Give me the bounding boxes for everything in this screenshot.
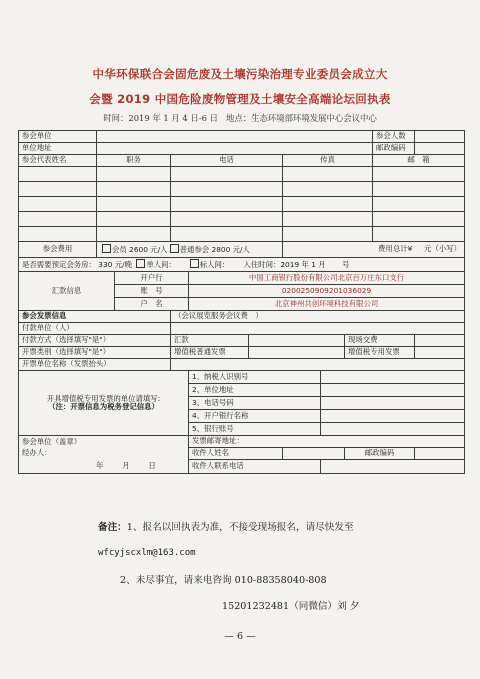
vat-special-option: 增值税专用发票 xyxy=(345,347,415,359)
time-value: 2019 年 1 月 4 日-6 日 xyxy=(128,113,218,123)
table-row xyxy=(19,436,465,448)
pay-method-label: 付款方式（选择填写"是"） xyxy=(19,335,171,347)
fax-cell[interactable] xyxy=(283,227,373,242)
recipient-phone-field[interactable] xyxy=(321,460,465,474)
phone-header: 电话 xyxy=(171,155,283,167)
table-row xyxy=(19,227,465,242)
vat-normal-field[interactable] xyxy=(249,347,345,359)
position-cell[interactable] xyxy=(97,167,171,182)
phone-cell[interactable] xyxy=(171,212,283,227)
account-value: 0200250909201036029 xyxy=(189,285,465,298)
remit-option: 汇款 xyxy=(171,335,249,347)
place-label: 地点： xyxy=(225,113,252,123)
lodging-price: 330 元/晚 xyxy=(98,260,133,270)
table-row xyxy=(19,335,465,347)
vat-item: 4、开户银行名称 xyxy=(189,410,321,423)
recipient-phone-label: 收件人联系电话 xyxy=(189,460,321,474)
arrival-time-label: 入住时间：2019 年 1 月 xyxy=(243,260,326,270)
fee-total-suffix: 元（小写） xyxy=(424,244,462,254)
lodging-question: 是否需要预定会务房： xyxy=(22,260,96,270)
note-2: 2、未尽事宜，请来电咨询 010-88358040-808 xyxy=(120,575,327,586)
fax-cell[interactable] xyxy=(283,197,373,212)
table-row xyxy=(19,272,465,285)
rep-name-cell[interactable] xyxy=(19,182,97,197)
remit-option-field[interactable] xyxy=(249,335,345,347)
meeting-meta xyxy=(0,112,480,124)
postcode-field[interactable] xyxy=(415,143,465,155)
table-row xyxy=(19,323,465,335)
phone-cell[interactable] xyxy=(171,182,283,197)
recipient-name-label: 收件人姓名 xyxy=(189,448,283,460)
position-cell[interactable] xyxy=(97,182,171,197)
table-row xyxy=(19,258,465,272)
onsite-option-field[interactable] xyxy=(415,335,465,347)
email-cell[interactable] xyxy=(373,212,465,227)
contact-phone: 15201232481（同微信）刘 夕 xyxy=(222,601,360,612)
date-month: 月 xyxy=(122,461,130,471)
payee-value: 北京神州共创环境科技有限公司 xyxy=(189,298,465,311)
vat-item: 5、银行账号 xyxy=(189,423,321,436)
unit-address-field[interactable] xyxy=(97,143,373,155)
fee-options xyxy=(97,242,283,258)
vat-special-field[interactable] xyxy=(415,347,465,359)
position-cell[interactable] xyxy=(97,212,171,227)
note-label: 备注： xyxy=(98,522,127,533)
vat-item-field[interactable] xyxy=(321,384,465,397)
fax-cell[interactable] xyxy=(283,167,373,182)
table-row xyxy=(19,197,465,212)
stamp-unit-label: 参会单位（盖章） xyxy=(22,437,82,446)
handler-label: 经办人： xyxy=(22,448,52,458)
invoice-unit-name-field[interactable] xyxy=(171,359,465,371)
lodging-row xyxy=(19,258,465,272)
email-cell[interactable] xyxy=(373,227,465,242)
arrival-time-suffix: 号 xyxy=(342,260,350,270)
vat-special-note xyxy=(19,371,189,436)
postcode-label: 邮政编码 xyxy=(373,143,415,155)
normal-fee-checkbox[interactable] xyxy=(170,244,179,253)
email-cell[interactable] xyxy=(373,182,465,197)
mail-address-label: 发票邮寄地址： xyxy=(189,436,465,448)
vat-note: （注：开票信息为税务登记信息） xyxy=(48,402,159,411)
note-1 xyxy=(98,519,480,533)
standard-room-checkbox[interactable] xyxy=(190,259,199,268)
position-cell[interactable] xyxy=(97,227,171,242)
time-label: 时间： xyxy=(103,113,129,123)
attend-count-field[interactable] xyxy=(415,131,465,143)
fee-total xyxy=(283,242,465,258)
invoice-unit-name-label: 开票单位名称（发票抬头） xyxy=(19,359,171,371)
note-1-text: 1、报名以回执表为准，不接受现场报名，请尽快发至 xyxy=(126,522,354,533)
bank-value: 中国工商银行股份有限公司北京百万庄东口支行 xyxy=(189,272,465,285)
invoice-content: （会议展览服务会议费 ） xyxy=(171,311,465,323)
page-number: — 6 — xyxy=(224,631,256,642)
table-row xyxy=(19,359,465,371)
rep-name-cell[interactable] xyxy=(19,197,97,212)
vat-item: 1、纳税人识别号 xyxy=(189,371,321,384)
fax-cell[interactable] xyxy=(283,182,373,197)
invoice-type-label: 开票类别（选择填写"是"） xyxy=(19,347,171,359)
table-row xyxy=(19,182,465,197)
fax-header: 传真 xyxy=(283,155,373,167)
single-room-checkbox[interactable] xyxy=(136,259,145,268)
fee-total-label: 费用总计¥ xyxy=(378,244,413,254)
vat-item-field[interactable] xyxy=(321,371,465,384)
table-row xyxy=(19,167,465,182)
email-header: 邮 箱 xyxy=(373,155,465,167)
table-row xyxy=(19,212,465,227)
table-row xyxy=(19,131,465,143)
invoice-title: 参会发票信息 xyxy=(19,311,171,323)
date-day: 日 xyxy=(148,461,156,471)
phone-cell[interactable] xyxy=(171,167,283,182)
normal-fee-label: 普通参会 2800 元/人 xyxy=(179,245,250,255)
stamp-block xyxy=(19,436,189,474)
contact-email: wfcyjscxlm@163.com xyxy=(98,548,196,558)
table-row xyxy=(19,242,465,258)
date-year: 年 xyxy=(96,461,104,471)
vat-normal-option: 增值税普通发票 xyxy=(171,347,249,359)
rep-name-cell[interactable] xyxy=(19,227,97,242)
email-cell[interactable] xyxy=(373,167,465,182)
page-title-line1: 中华环保联合会固危废及土壤污染治理专业委员会成立大 xyxy=(92,67,388,81)
recipient-postcode-field[interactable] xyxy=(415,448,465,460)
recipient-postcode-label: 邮政编码 xyxy=(345,448,415,460)
rep-name-header: 参会代表姓名 xyxy=(19,155,97,167)
vat-item-field[interactable] xyxy=(321,423,465,436)
fax-cell[interactable] xyxy=(283,212,373,227)
vat-item-field[interactable] xyxy=(321,410,465,423)
invoice-unit-label: 付款单位（人） xyxy=(19,323,171,335)
attend-count-label: 参会人数 xyxy=(373,131,415,143)
attend-unit-field[interactable] xyxy=(97,131,373,143)
email-cell[interactable] xyxy=(373,197,465,212)
standard-room-label: 标人间： xyxy=(199,260,230,270)
phone-cell[interactable] xyxy=(171,197,283,212)
table-row xyxy=(19,311,465,323)
rep-name-cell[interactable] xyxy=(19,212,97,227)
vat-item: 2、单位地址 xyxy=(189,384,321,397)
phone-cell[interactable] xyxy=(171,227,283,242)
table-row xyxy=(19,347,465,359)
recipient-name-field[interactable] xyxy=(283,448,345,460)
remit-info-label: 汇款信息 xyxy=(19,272,115,311)
fee-label: 参会费用 xyxy=(19,242,97,258)
registration-table xyxy=(18,130,465,474)
invoice-unit-field[interactable] xyxy=(171,323,465,335)
vat-item: 3、电话号码 xyxy=(189,397,321,410)
position-header: 职务 xyxy=(97,155,171,167)
place-value: 生态环境部环境发展中心会议中心 xyxy=(251,113,377,123)
member-fee-checkbox[interactable] xyxy=(102,244,111,253)
vat-special-unit-label: 开具增值税专用发票的单位请填写: xyxy=(46,393,161,403)
payee-label: 户 名 xyxy=(115,298,189,311)
onsite-option: 现场交费 xyxy=(345,335,415,347)
position-cell[interactable] xyxy=(97,197,171,212)
page-title-line2: 会暨 2019 中国危险废物管理及土壤安全高端论坛回执表 xyxy=(89,92,391,106)
table-row xyxy=(19,371,465,384)
rep-name-cell[interactable] xyxy=(19,167,97,182)
bank-label: 开户行 xyxy=(115,272,189,285)
vat-item-field[interactable] xyxy=(321,397,465,410)
attend-unit-label: 参会单位 xyxy=(19,131,97,143)
member-fee-label: 会员 2600 元/人 xyxy=(112,245,168,255)
account-label: 账 号 xyxy=(115,285,189,298)
unit-address-label: 单位地址 xyxy=(19,143,97,155)
table-row xyxy=(19,155,465,167)
single-room-label: 单人间： xyxy=(146,260,176,270)
table-row xyxy=(19,143,465,155)
